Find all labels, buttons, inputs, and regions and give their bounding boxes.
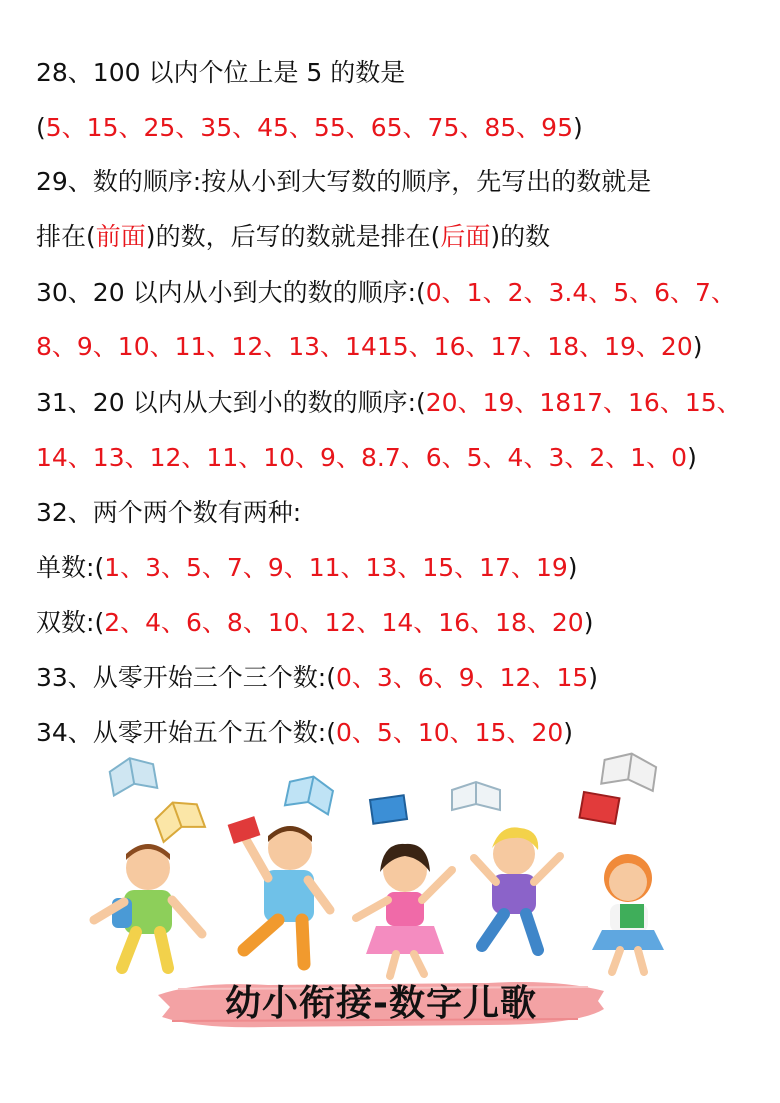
- paren-open: (: [94, 608, 105, 637]
- book-icon: [452, 782, 500, 810]
- item-28-answer: [36, 108, 583, 148]
- paren-open: (: [430, 222, 441, 251]
- kid-figure: [356, 844, 452, 976]
- paren-open: (: [416, 278, 426, 307]
- answer-text: 20、19、1817、16、15、: [425, 388, 742, 417]
- item-28-question: [36, 53, 405, 93]
- answer-text: 2、4、6、8、10、12、14、16、18、20: [104, 608, 584, 637]
- item-30-answer: [36, 327, 703, 367]
- answer-text: 0、1、2、3.4、5、6、7、: [425, 278, 736, 307]
- item-31-question: [36, 383, 742, 423]
- paren-open: (: [94, 553, 105, 582]
- question-text: 34、从零开始五个五个数:: [36, 718, 327, 747]
- book-icon: [579, 792, 619, 824]
- answer-text: 0、3、6、9、12、15: [336, 663, 589, 692]
- answer-text: 1、3、5、7、9、11、13、15、17、19: [104, 553, 568, 582]
- text-segment: 排在: [36, 222, 87, 251]
- item-34: [36, 713, 573, 753]
- item-33: [36, 658, 598, 698]
- answer-front: 前面: [95, 222, 146, 251]
- item-32-even: [36, 603, 593, 643]
- kid-figure: [228, 816, 330, 964]
- paren-open: (: [326, 718, 337, 747]
- item-30-question: [36, 273, 736, 313]
- paren-close: ): [563, 718, 574, 747]
- question-text: 31、20 以内从大到小的数的顺序:: [36, 388, 416, 417]
- book-icon: [601, 750, 657, 791]
- answer-back: 后面: [440, 222, 491, 251]
- item-29-answer: [36, 217, 550, 257]
- paren-close: ): [588, 663, 599, 692]
- answer-text: 0、5、10、15、20: [336, 718, 564, 747]
- book-icon: [152, 795, 205, 842]
- question-text: 29、数的顺序:按从小到大写数的顺序，先写出的数就是: [36, 167, 652, 196]
- kid-figure: [474, 827, 560, 950]
- odd-label: 单数:: [36, 553, 95, 582]
- text-segment: 的数，后写的数就是排在: [155, 222, 431, 251]
- paren-close: ): [145, 222, 156, 251]
- paren-close: ): [687, 443, 697, 472]
- text-segment: 的数: [500, 222, 551, 251]
- paren-open: (: [416, 388, 426, 417]
- question-text: 28、100 以内个位上是 5 的数是: [36, 58, 406, 87]
- paren-close: ): [583, 608, 594, 637]
- question-text: 30、20 以内从小到大的数的顺序:: [36, 278, 416, 307]
- item-29-question: [36, 162, 651, 202]
- paren-close: ): [692, 332, 703, 361]
- paren-close: ): [572, 113, 583, 142]
- answer-text: 5、15、25、35、45、55、65、75、85、95: [45, 113, 573, 142]
- kid-figure: [94, 844, 202, 968]
- paren-close: ): [490, 222, 501, 251]
- answer-text: 8、9、10、11、12、13、1415、16、17、18、19、20: [36, 332, 693, 361]
- title-banner: [158, 975, 604, 1033]
- item-31-answer: [36, 438, 697, 478]
- answer-text: 14、13、12、11、10、9、8.7、6、5、4、3、2、1、0: [36, 443, 688, 472]
- paren-open: (: [36, 113, 46, 142]
- book-icon: [108, 754, 157, 795]
- paren-open: (: [326, 663, 337, 692]
- kid-figure: [592, 854, 664, 972]
- item-32-odd: [36, 548, 578, 588]
- book-icon: [370, 795, 407, 823]
- even-label: 双数:: [36, 608, 95, 637]
- question-text: 33、从零开始三个三个数:: [36, 663, 327, 692]
- question-text: 32、两个两个数有两种:: [36, 498, 302, 527]
- paren-open: (: [86, 222, 96, 251]
- kids-books-illustration: [0, 750, 780, 980]
- banner-title: 幼小衔接-数字儿歌: [225, 983, 537, 1024]
- item-32-question: [36, 493, 301, 533]
- book-icon: [285, 772, 335, 814]
- paren-close: ): [567, 553, 578, 582]
